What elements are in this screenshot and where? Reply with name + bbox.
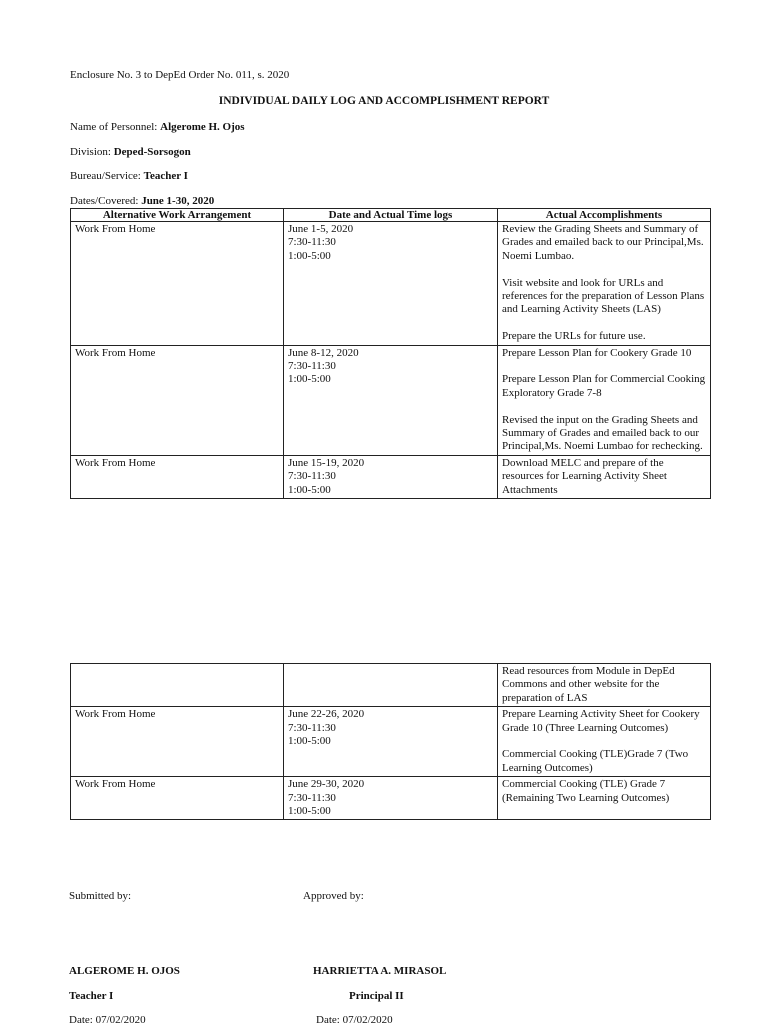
paragraph-gap: [502, 263, 706, 276]
enclosure-note: Enclosure No. 3 to DepEd Order No. 011, s. 2020: [70, 69, 290, 81]
time-log-text: 1:00-5:00: [288, 483, 331, 496]
accomplishments-cell: [498, 777, 711, 820]
personnel-name-label: Name of Personnel:: [70, 121, 158, 133]
arrangement-cell: [71, 455, 284, 498]
column-header-arrangement: Alternative Work Arrangement: [71, 209, 284, 222]
arrangement-cell: [71, 664, 284, 707]
paragraph-gap: [502, 400, 706, 413]
date-time-cell: [284, 222, 498, 346]
time-log-text: 1:00-5:00: [288, 735, 331, 748]
column-header-accomplishments: Actual Accomplishments: [498, 209, 711, 222]
daily-log-table-continued: [70, 663, 711, 820]
accomplishment-text: Read resources from Module in DepEd Commons and other website for the preparation of LAS: [502, 665, 675, 704]
column-header-date: Date and Actual Time logs: [284, 209, 498, 222]
table-row: [71, 777, 711, 820]
bureau-value: Teacher I: [143, 170, 188, 182]
daily-log-table: [70, 208, 711, 499]
arrangement-text: Work From Home: [75, 223, 156, 235]
accomplishment-text: Commercial Cooking (TLE) Grade 7 (Remaining Two Learning Outcomes): [502, 778, 670, 804]
time-log-text: 7:30-11:30: [288, 470, 336, 483]
paragraph-gap: [502, 735, 706, 748]
date-time-cell: [284, 455, 498, 498]
time-log-text: 1:00-5:00: [288, 249, 331, 262]
accomplishment-text: Prepare the URLs for future use.: [502, 330, 646, 343]
paragraph-gap: [502, 317, 706, 330]
time-log-text: 1:00-5:00: [288, 805, 331, 818]
date-time-cell: [284, 664, 498, 707]
accomplishment-text: Review the Grading Sheets and Summary of Grades and emailed back to our Principal,Ms. Noemi Lumbao.: [502, 223, 704, 262]
date-range-text: June 8-12, 2020: [288, 346, 359, 359]
personnel-name-value: Algerome H. Ojos: [160, 121, 245, 133]
time-log-text: 7:30-11:30: [288, 791, 336, 804]
table-header-row: [71, 209, 711, 222]
arrangement-cell: [71, 222, 284, 346]
arrangement-text: Work From Home: [75, 708, 156, 721]
table-row: [71, 455, 711, 498]
approver-title: Principal II: [349, 990, 404, 1002]
table-row: [71, 664, 711, 707]
arrangement-cell: [71, 777, 284, 820]
accomplishment-text: Commercial Cooking (TLE)Grade 7 (Two Learning Outcomes): [502, 748, 689, 774]
division-label: Division:: [70, 146, 111, 158]
paragraph-gap: [502, 360, 706, 373]
approver-name: HARRIETTA A. MIRASOL: [313, 965, 447, 977]
date-range-text: June 22-26, 2020: [288, 708, 365, 721]
date-range-text: June 29-30, 2020: [288, 778, 365, 791]
division-field: [70, 146, 191, 159]
accomplishment-text: Download MELC and prepare of the resources for Learning Activity Sheet Attachments: [502, 456, 667, 496]
arrangement-cell: [71, 345, 284, 455]
dates-covered-label: Dates/Covered:: [70, 195, 139, 207]
accomplishments-cell: [498, 707, 711, 777]
date-range-text: June 15-19, 2020: [288, 456, 365, 469]
date-time-cell: [284, 777, 498, 820]
time-log-text: 7:30-11:30: [288, 721, 336, 734]
submitted-by-label: Submitted by:: [69, 890, 132, 902]
table-row: [71, 707, 711, 777]
accomplishment-text: Prepare Learning Activity Sheet for Cookery Grade 10 (Three Learning Outcomes): [502, 708, 700, 734]
bureau-label: Bureau/Service:: [70, 170, 141, 182]
submitter-date: Date: 07/02/2020: [69, 1014, 146, 1026]
accomplishment-text: Revised the input on the Grading Sheets and Summary of Grades and emailed back to our Principal,Ms. Noemi Lumbao for rechecking.: [502, 413, 703, 453]
date-time-cell: [284, 707, 498, 777]
accomplishments-cell: [498, 455, 711, 498]
approved-by-label: Approved by:: [303, 890, 364, 902]
accomplishments-cell: [498, 664, 711, 707]
arrangement-text: Work From Home: [75, 778, 156, 791]
document-title: INDIVIDUAL DAILY LOG AND ACCOMPLISHMENT REPORT: [218, 95, 550, 107]
time-log-text: 1:00-5:00: [288, 373, 331, 386]
dates-covered-value: June 1-30, 2020: [141, 195, 215, 207]
submitter-name: ALGEROME H. OJOS: [69, 965, 180, 977]
accomplishment-text: Prepare Lesson Plan for Cookery Grade 10: [502, 346, 692, 359]
arrangement-cell: [71, 707, 284, 777]
time-log-text: 7:30-11:30: [288, 360, 336, 373]
table-row: [71, 345, 711, 455]
table-row: [71, 222, 711, 346]
accomplishment-text: Visit website and look for URLs and references for the preparation of Lesson Plans and Learning Activity Sheets (LAS): [502, 276, 705, 316]
date-time-cell: [284, 345, 498, 455]
arrangement-text: Work From Home: [75, 346, 156, 359]
submitter-title: Teacher I: [69, 990, 114, 1002]
accomplishments-cell: [498, 222, 711, 346]
accomplishments-cell: [498, 345, 711, 455]
time-log-text: 7:30-11:30: [288, 236, 336, 249]
arrangement-text: Work From Home: [75, 456, 156, 469]
approver-date: Date: 07/02/2020: [316, 1014, 393, 1026]
division-value: Deped-Sorsogon: [113, 146, 191, 158]
date-range-text: June 1-5, 2020: [288, 223, 354, 235]
dates-covered-field: [70, 195, 214, 208]
personnel-name-field: [70, 121, 245, 134]
accomplishment-text: Prepare Lesson Plan for Commercial Cooking Exploratory Grade 7-8: [502, 373, 706, 399]
bureau-field: [70, 170, 188, 183]
